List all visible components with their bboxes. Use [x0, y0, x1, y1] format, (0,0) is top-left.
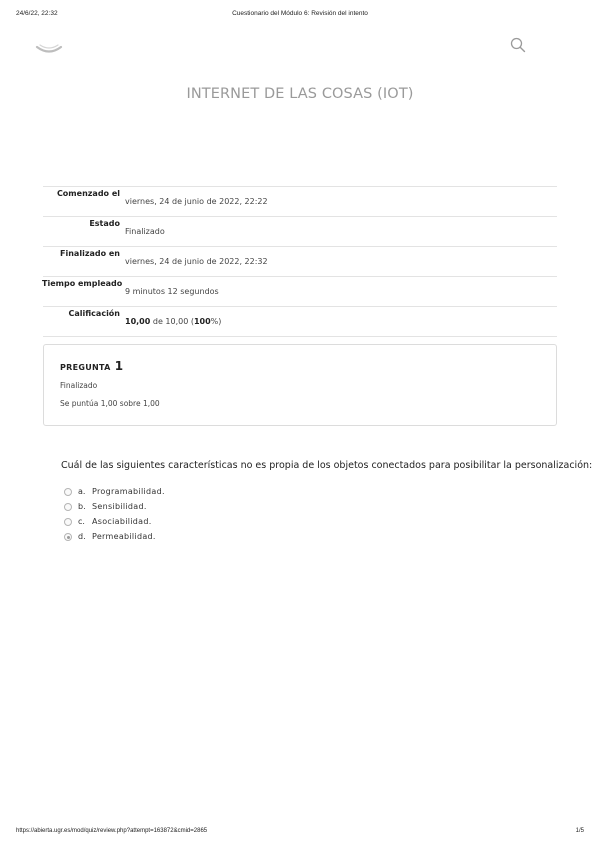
grade-of-text: de 10,00 ( [152, 317, 194, 326]
radio-button-selected[interactable] [64, 533, 72, 541]
print-date: 24/6/22, 22:32 [16, 10, 58, 17]
summary-label: Calificación [68, 309, 120, 318]
question-text: Cuál de las siguientes características no es propia de los objetos conectados para posibilitar la personalización: [61, 460, 593, 471]
summary-value: viernes, 24 de junio de 2022, 22:22 [125, 197, 268, 206]
grade-percent: 100 [193, 317, 211, 326]
question-info-box [43, 344, 557, 426]
answer-text: Sensibilidad. [92, 502, 147, 511]
print-page-number: 1/5 [575, 828, 584, 834]
grade-score: 10,00 [125, 317, 151, 326]
answer-letter: a. [78, 487, 86, 496]
print-url: https://abierta.ugr.es/mod/quiz/review.php?attempt=163872&cmid=2865 [16, 828, 208, 834]
answer-letter: c. [78, 517, 85, 526]
summary-label: Comenzado el [56, 189, 120, 198]
summary-label: Finalizado en [60, 249, 120, 258]
search-icon[interactable] [510, 37, 526, 53]
question-number: 1 [114, 359, 124, 373]
radio-button[interactable] [64, 503, 72, 511]
answer-letter: d. [78, 532, 86, 541]
grade-percent-suffix: %) [210, 317, 222, 326]
summary-value: Finalizado [125, 227, 165, 236]
answer-text: Permeabilidad. [92, 532, 156, 541]
summary-row-grade [43, 307, 557, 337]
attempt-summary-table [43, 186, 557, 337]
answer-text: Programabilidad. [92, 487, 165, 496]
summary-row-started [43, 187, 557, 217]
summary-label: Estado [89, 219, 120, 228]
logo-icon[interactable] [34, 38, 64, 56]
answer-text: Asociabilidad. [92, 517, 152, 526]
summary-label: Tiempo empleado [42, 279, 123, 288]
question-grade: Se puntúa 1,00 sobre 1,00 [60, 399, 160, 408]
radio-button[interactable] [64, 518, 72, 526]
radio-button[interactable] [64, 488, 72, 496]
summary-value: viernes, 24 de junio de 2022, 22:32 [125, 257, 268, 266]
question-state: Finalizado [60, 381, 98, 390]
summary-row-time-taken [43, 277, 557, 307]
summary-row-finished [43, 247, 557, 277]
question-label: PREGUNTA [60, 363, 111, 372]
print-header [16, 10, 584, 20]
answer-letter: b. [78, 502, 86, 511]
print-footer [16, 828, 584, 838]
summary-grade-value [125, 317, 221, 326]
summary-row-state [43, 217, 557, 247]
course-title: INTERNET DE LAS COSAS (IOT) [186, 86, 414, 102]
question-heading [60, 359, 123, 373]
print-page-title: Cuestionario del Módulo 6: Revisión del intento [232, 10, 368, 17]
summary-value: 9 minutos 12 segundos [125, 287, 219, 296]
